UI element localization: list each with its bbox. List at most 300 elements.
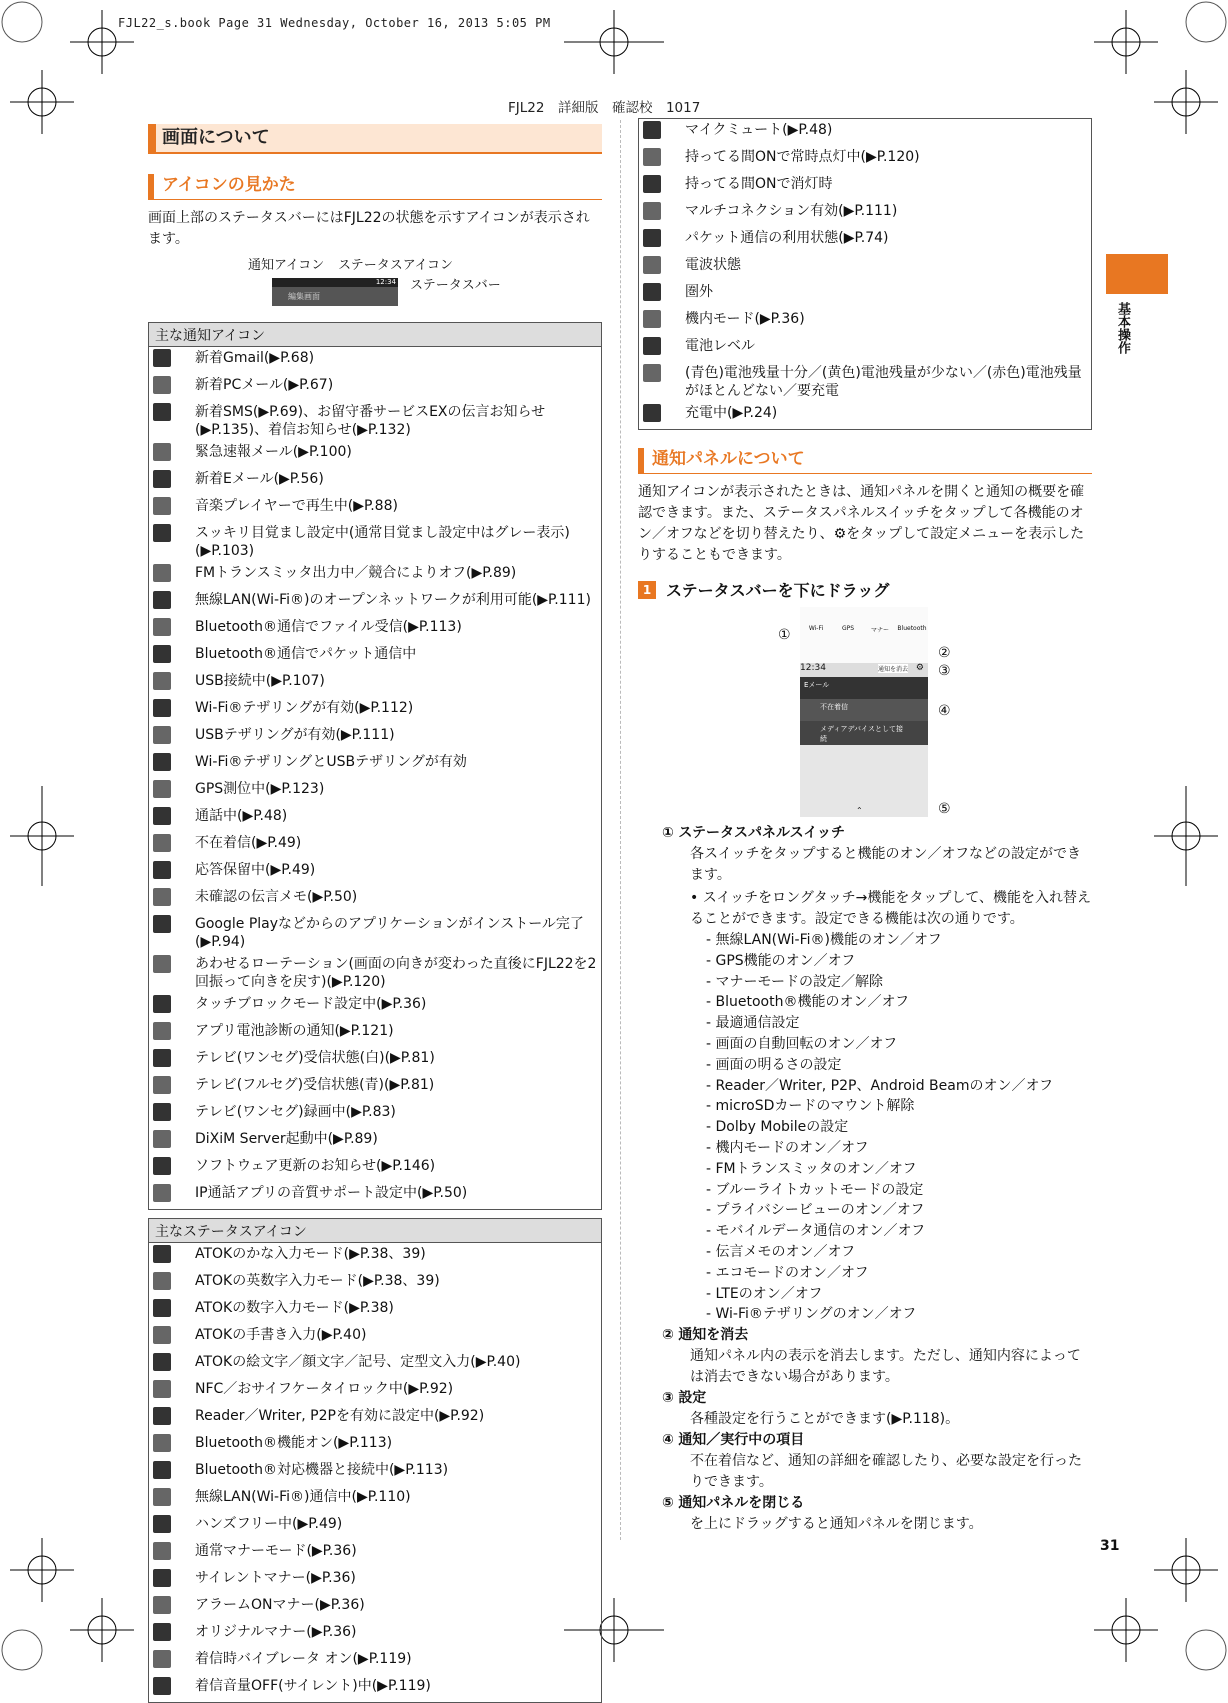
- notif-icon-row: [149, 643, 602, 670]
- row-text: 着信音量OFF(サイレント)中(▶P.119): [195, 1678, 431, 1694]
- status-glyph-icon: [643, 256, 661, 274]
- clear-button[interactable]: 通知を消去: [877, 666, 908, 673]
- item-num: ①: [662, 825, 674, 841]
- row-icon-cell: [149, 441, 192, 468]
- row-text: アラームONマナー(▶P.36): [195, 1597, 365, 1613]
- row-text: サイレントマナー(▶P.36): [195, 1570, 356, 1586]
- left-column: [148, 124, 602, 1703]
- status-icon-row: [149, 1486, 602, 1513]
- dash-item: - LTEのオン／オフ: [706, 1285, 823, 1302]
- right-icon-row: [639, 227, 1092, 254]
- status-glyph-icon: [643, 364, 661, 382]
- row-icon-cell: [149, 1567, 192, 1594]
- notif-icon-row: [149, 589, 602, 616]
- status-glyph-icon: [153, 1407, 171, 1425]
- section-title-icons: アイコンの見かた: [148, 174, 602, 200]
- status-glyph-icon: [153, 1380, 171, 1398]
- notif-icon-row: [149, 832, 602, 859]
- row-icon-cell: [149, 953, 192, 993]
- status-glyph-icon: [153, 753, 171, 771]
- statusbar-label: ステータスバー: [410, 278, 501, 293]
- row-icon-cell: [149, 1270, 192, 1297]
- status-glyph-icon: [153, 955, 171, 973]
- status-glyph-icon: [153, 780, 171, 798]
- row-text: 電波状態: [685, 257, 741, 273]
- row-text: 電池レベル: [685, 338, 755, 354]
- row-icon-cell: [639, 308, 682, 335]
- status-icon-row: [149, 1594, 602, 1621]
- list-item: [662, 1325, 1092, 1388]
- notif-icon-row: [149, 778, 602, 805]
- panel-screen: [800, 607, 928, 817]
- notif-icon-table: [148, 322, 602, 1210]
- row-text: マイクミュート(▶P.48): [685, 122, 833, 138]
- row-icon-cell: [639, 335, 682, 362]
- item-desc: を上にドラッグすると通知パネルを閉じます。: [690, 1516, 983, 1533]
- item-desc: 各スイッチをタップすると機能のオン／オフなどの設定ができます。: [690, 846, 1082, 883]
- notif-icon-row: [149, 468, 602, 495]
- row-icon-cell: [149, 670, 192, 697]
- status-glyph-icon: [153, 1623, 171, 1641]
- label-3: ③: [938, 663, 951, 679]
- row-icon-cell: [149, 616, 192, 643]
- row-icon-cell: [149, 832, 192, 859]
- row-text: 新着Gmail(▶P.68): [195, 350, 315, 366]
- status-glyph-icon: [153, 1184, 171, 1202]
- dash-item: - 画面の自動回転のオン／オフ: [706, 1035, 898, 1052]
- status-glyph-icon: [153, 564, 171, 582]
- status-glyph-icon: [643, 404, 661, 422]
- row-icon-cell: [149, 805, 192, 832]
- row-text: Bluetooth®通信でファイル受信(▶P.113): [195, 619, 462, 635]
- item-heading: ④ 通知／実行中の項目: [662, 1432, 805, 1449]
- row-text: オリジナルマナー(▶P.36): [195, 1624, 357, 1640]
- status-glyph-icon: [153, 497, 171, 515]
- row-text: FMトランスミッタ出力中／競合によりオフ(▶P.89): [195, 565, 517, 581]
- notif-email[interactable]: Eメール: [800, 677, 928, 699]
- status-glyph-icon: [643, 175, 661, 193]
- notif-icon-row: [149, 724, 602, 751]
- notif-icon-row: [149, 993, 602, 1020]
- right-icon-table: [638, 118, 1092, 430]
- right-icon-row: [639, 362, 1092, 402]
- status-glyph-icon: [153, 591, 171, 609]
- section-title-panel: 通知パネルについて: [638, 448, 1092, 474]
- row-text: Wi-Fi®テザリングとUSBテザリングが有効: [195, 754, 467, 770]
- doc-code: FJL22 詳細版 確認校 1017: [508, 100, 701, 116]
- status-glyph-icon: [153, 888, 171, 906]
- item-desc: 不在着信など、通知の詳細を確認したり、必要な設定を行ったりできます。: [690, 1453, 1082, 1491]
- row-icon-cell: [149, 1459, 192, 1486]
- row-icon-cell: [149, 1351, 192, 1378]
- row-text: 無線LAN(Wi-Fi®)通信中(▶P.110): [195, 1489, 411, 1505]
- row-icon-cell: [149, 495, 192, 522]
- status-glyph-icon: [643, 229, 661, 247]
- dash-list: [638, 930, 1092, 1325]
- step-1: [638, 578, 1092, 601]
- status-glyph-icon: [153, 1461, 171, 1479]
- status-glyph-icon: [643, 148, 661, 166]
- notif-icon-row: [149, 1155, 602, 1182]
- status-glyph-icon: [153, 376, 171, 394]
- dash-item: - Dolby Mobileの設定: [706, 1119, 849, 1136]
- row-text: テレビ(ワンセグ)受信状態(白)(▶P.81): [195, 1050, 435, 1066]
- notif-table-header: 主な通知アイコン: [149, 323, 602, 347]
- status-icon-row: [149, 1648, 602, 1675]
- right-column: [638, 118, 1092, 1535]
- row-icon-cell: [149, 751, 192, 778]
- label-2: ②: [938, 645, 951, 661]
- row-text: ATOKの英数字入力モード(▶P.38、39): [195, 1273, 440, 1289]
- dash-item: - プライバシービューのオン／オフ: [706, 1202, 925, 1219]
- row-icon-cell: [149, 697, 192, 724]
- status-glyph-icon: [153, 618, 171, 636]
- notif-icon-row: [149, 495, 602, 522]
- row-text: 機内モード(▶P.36): [685, 311, 805, 327]
- panel-figure: [638, 607, 1092, 823]
- close-handle-icon[interactable]: ⌃: [856, 806, 863, 815]
- row-text: 通常マナーモード(▶P.36): [195, 1543, 357, 1559]
- switch-gps[interactable]: GPS: [841, 625, 855, 632]
- row-text: Bluetooth®通信でパケット通信中: [195, 646, 417, 662]
- row-text: マルチコネクション有効(▶P.111): [685, 203, 898, 219]
- row-icon-cell: [639, 362, 682, 402]
- row-icon-cell: [149, 1155, 192, 1182]
- status-icon-row: [149, 1432, 602, 1459]
- right-icon-row: [639, 119, 1092, 147]
- row-icon-cell: [149, 1378, 192, 1405]
- row-text: 緊急速報メール(▶P.100): [195, 444, 352, 460]
- row-text: DiXiM Server起動中(▶P.89): [195, 1131, 378, 1147]
- row-text: 圏外: [685, 284, 713, 300]
- right-icon-row: [639, 402, 1092, 430]
- right-icon-row: [639, 254, 1092, 281]
- status-glyph-icon: [153, 645, 171, 663]
- item-title: ステータスパネルスイッチ: [678, 825, 846, 841]
- right-icon-row: [639, 146, 1092, 173]
- row-icon-cell: [149, 1594, 192, 1621]
- row-icon-cell: [149, 643, 192, 670]
- row-text: ハンズフリー中(▶P.49): [195, 1516, 343, 1532]
- row-text: 新着Eメール(▶P.56): [195, 471, 324, 487]
- row-text: IP通話アプリの音質サポート設定中(▶P.50): [195, 1185, 468, 1201]
- dash-item: - GPS機能のオン／オフ: [706, 952, 856, 969]
- row-icon-cell: [149, 1020, 192, 1047]
- row-icon-cell: [639, 402, 682, 430]
- item-bullet: • スイッチをロングタッチ→機能をタップして、機能を入れ替えることができます。設定できる機能は次の通りです。: [690, 890, 1092, 927]
- statusbar-figure: [148, 252, 602, 310]
- status-glyph-icon: [153, 1515, 171, 1533]
- status-icon-row: [149, 1675, 602, 1703]
- label-5: ⑤: [938, 801, 951, 817]
- row-icon-cell: [149, 993, 192, 1020]
- row-text: ATOKの手書き入力(▶P.40): [195, 1327, 367, 1343]
- row-text: USB接続中(▶P.107): [195, 673, 325, 689]
- dash-item: - ブルーライトカットモードの設定: [706, 1181, 924, 1198]
- row-text: 未確認の伝言メモ(▶P.50): [195, 889, 358, 905]
- notif-icon-row: [149, 1074, 602, 1101]
- status-icon-label: ステータスアイコン: [338, 258, 454, 273]
- status-glyph-icon: [153, 443, 171, 461]
- row-text: GPS測位中(▶P.123): [195, 781, 325, 797]
- row-text: ソフトウェア更新のお知らせ(▶P.146): [195, 1158, 436, 1174]
- notif-icon-row: [149, 1182, 602, 1210]
- list-item: [662, 1493, 1092, 1535]
- notif-missed[interactable]: 不在着信: [800, 699, 928, 721]
- status-icon-row: [149, 1297, 602, 1324]
- dash-item: - 画面の明るさの設定: [706, 1056, 842, 1073]
- notif-icon-row: [149, 805, 602, 832]
- status-icon-table: [148, 1218, 602, 1703]
- notif-icon-row: [149, 751, 602, 778]
- item-1: [638, 823, 1092, 930]
- status-icon-row: [149, 1243, 602, 1271]
- status-glyph-icon: [153, 1677, 171, 1695]
- row-icon-cell: [149, 347, 192, 375]
- dash-item: - microSDカードのマウント解除: [706, 1098, 915, 1115]
- status-glyph-icon: [153, 1569, 171, 1587]
- row-icon-cell: [149, 859, 192, 886]
- items-list: [638, 1325, 1092, 1535]
- row-text: 着信時バイブレータ オン(▶P.119): [195, 1651, 412, 1667]
- row-icon-cell: [639, 227, 682, 254]
- dash-item: - マナーモードの設定／解除: [706, 973, 883, 990]
- dash-item: - Bluetooth®機能のオン／オフ: [706, 994, 910, 1011]
- status-glyph-icon: [153, 1596, 171, 1614]
- right-icon-row: [639, 308, 1092, 335]
- row-icon-cell: [639, 281, 682, 308]
- notif-icon-row: [149, 441, 602, 468]
- notif-icon-row: [149, 522, 602, 562]
- notif-icon-row: [149, 1047, 602, 1074]
- row-icon-cell: [639, 200, 682, 227]
- row-icon-cell: [149, 401, 192, 441]
- row-text: (青色)電池残量十分／(黄色)電池残量が少ない／(赤色)電池残量がほとんどない／要充電: [685, 365, 1082, 399]
- status-glyph-icon: [153, 470, 171, 488]
- dash-item: - 伝言メモのオン／オフ: [706, 1243, 856, 1260]
- panel-time: 12:34: [800, 663, 826, 673]
- row-text: 応答保留中(▶P.49): [195, 862, 316, 878]
- row-icon-cell: [149, 1513, 192, 1540]
- intro-text: 画面上部のステータスバーにはFJL22の状態を示すアイコンが表示されます。: [148, 210, 590, 247]
- status-glyph-icon: [153, 349, 171, 367]
- switch-manner[interactable]: マナー: [870, 627, 889, 634]
- row-icon-cell: [149, 468, 192, 495]
- status-glyph-icon: [153, 1299, 171, 1317]
- list-item: [662, 1430, 1092, 1493]
- right-icon-row: [639, 200, 1092, 227]
- row-text: Google Playなどからのアプリケーションがインストール完了(▶P.94): [195, 916, 584, 950]
- row-icon-cell: [639, 119, 682, 147]
- status-glyph-icon: [153, 1434, 171, 1452]
- row-text: 不在着信(▶P.49): [195, 835, 302, 851]
- status-glyph-icon: [153, 1353, 171, 1371]
- row-icon-cell: [149, 1182, 192, 1210]
- status-glyph-icon: [153, 1650, 171, 1668]
- statusbar-screen: [272, 278, 398, 306]
- status-glyph-icon: [153, 995, 171, 1013]
- status-icon-row: [149, 1621, 602, 1648]
- switch-wifi[interactable]: Wi-Fi: [808, 625, 824, 632]
- row-icon-cell: [149, 1540, 192, 1567]
- side-tab-label: 基本操作: [1115, 302, 1130, 354]
- dash-item: - FMトランスミッタのオン／オフ: [706, 1160, 917, 1177]
- row-text: スッキリ目覚まし設定中(通常目覚まし設定中はグレー表示)(▶P.103): [195, 525, 570, 559]
- row-text: テレビ(フルセグ)受信状態(青)(▶P.81): [195, 1077, 435, 1093]
- row-text: 新着PCメール(▶P.67): [195, 377, 334, 393]
- step-number: 1: [638, 581, 656, 599]
- notif-icon-row: [149, 670, 602, 697]
- item-heading: ⑤ 通知パネルを閉じる: [662, 1495, 805, 1512]
- row-text: あわせるローテーション(画面の向きが変わった直後にFJL22を2回振って向きを戻す)(▶P.120): [195, 956, 597, 990]
- status-icon-row: [149, 1513, 602, 1540]
- notif-media[interactable]: メディアデバイスとして接続: [800, 721, 928, 745]
- notif-icon-row: [149, 886, 602, 913]
- status-glyph-icon: [153, 1245, 171, 1263]
- row-icon-cell: [149, 913, 192, 953]
- status-glyph-icon: [153, 807, 171, 825]
- row-text: ATOKの数字入力モード(▶P.38): [195, 1300, 394, 1316]
- status-glyph-icon: [153, 524, 171, 542]
- status-glyph-icon: [153, 672, 171, 690]
- row-icon-cell: [149, 1297, 192, 1324]
- status-glyph-icon: [153, 1022, 171, 1040]
- notif-icon-row: [149, 1101, 602, 1128]
- status-glyph-icon: [643, 310, 661, 328]
- right-icon-row: [639, 173, 1092, 200]
- notif-icon-row: [149, 697, 602, 724]
- row-text: アプリ電池診断の通知(▶P.121): [195, 1023, 394, 1039]
- screen-text: 編集画面: [288, 292, 320, 301]
- row-icon-cell: [639, 254, 682, 281]
- status-glyph-icon: [153, 1130, 171, 1148]
- status-glyph-icon: [153, 1103, 171, 1121]
- row-text: 音楽プレイヤーで再生中(▶P.88): [195, 498, 398, 514]
- row-icon-cell: [149, 778, 192, 805]
- status-glyph-icon: [153, 699, 171, 717]
- notif-icon-row: [149, 616, 602, 643]
- status-glyph-icon: [153, 1049, 171, 1067]
- status-glyph-icon: [643, 121, 661, 139]
- row-icon-cell: [149, 1324, 192, 1351]
- row-text: USBテザリングが有効(▶P.111): [195, 727, 395, 743]
- status-icon-row: [149, 1351, 602, 1378]
- notif-icon-row: [149, 401, 602, 441]
- notif-icon-row: [149, 953, 602, 993]
- label-1: ①: [778, 627, 791, 643]
- notif-icon-row: [149, 913, 602, 953]
- notif-icon-row: [149, 1020, 602, 1047]
- dash-item: - Wi-Fi®テザリングのオン／オフ: [706, 1306, 917, 1323]
- row-text: 持ってる間ONで常時点灯中(▶P.120): [685, 149, 920, 165]
- row-icon-cell: [149, 1047, 192, 1074]
- notif-icon-row: [149, 347, 602, 375]
- status-icon-row: [149, 1270, 602, 1297]
- list-item: [662, 1388, 1092, 1430]
- status-glyph-icon: [153, 1157, 171, 1175]
- status-glyph-icon: [153, 726, 171, 744]
- settings-icon[interactable]: ⚙: [915, 663, 924, 673]
- panel-intro: 通知アイコンが表示されたときは、通知パネルを開くと通知の概要を確認できます。また、ステータスパネルスイッチをタップして各機能のオン／オフなどを切り替えたり、⚙をタップして設定メニューを表示したりすることもできます。: [638, 484, 1085, 563]
- row-text: Wi-Fi®テザリングが有効(▶P.112): [195, 700, 414, 716]
- print-header: FJL22_s.book Page 31 Wednesday, October 16, 2013 5:05 PM: [118, 16, 551, 30]
- dash-item: - Reader／Writer, P2P、Android Beamのオン／オフ: [706, 1077, 1054, 1094]
- step-text: ステータスバーを下にドラッグ: [666, 581, 890, 600]
- item-heading: ③ 設定: [662, 1390, 707, 1407]
- item-desc: 各種設定を行うことができます(▶P.118)。: [690, 1411, 960, 1428]
- page-number: 31: [1100, 1538, 1120, 1554]
- status-table-header: 主なステータスアイコン: [149, 1219, 602, 1243]
- right-icon-row: [639, 281, 1092, 308]
- page-title: 画面について: [148, 124, 602, 154]
- item-heading: ② 通知を消去: [662, 1327, 749, 1344]
- status-glyph-icon: [153, 861, 171, 879]
- row-icon-cell: [149, 562, 192, 589]
- row-text: テレビ(ワンセグ)録画中(▶P.83): [195, 1104, 396, 1120]
- row-icon-cell: [149, 1101, 192, 1128]
- row-text: ATOKのかな入力モード(▶P.38、39): [195, 1246, 426, 1262]
- row-text: 新着SMS(▶P.69)、お留守番サービスEXの伝言お知らせ(▶P.135)、着信お知らせ(▶P.132): [195, 404, 546, 438]
- status-glyph-icon: [643, 202, 661, 220]
- row-icon-cell: [149, 589, 192, 616]
- row-icon-cell: [149, 1621, 192, 1648]
- row-icon-cell: [149, 886, 192, 913]
- dash-item: - 無線LAN(Wi-Fi®)機能のオン／オフ: [706, 932, 942, 948]
- notif-icon-row: [149, 374, 602, 401]
- row-icon-cell: [149, 724, 192, 751]
- row-icon-cell: [639, 173, 682, 200]
- status-glyph-icon: [153, 403, 171, 421]
- row-icon-cell: [149, 374, 192, 401]
- status-glyph-icon: [153, 1272, 171, 1290]
- row-text: ATOKの絵文字／顔文字／記号、定型文入力(▶P.40): [195, 1354, 521, 1370]
- notif-icon-row: [149, 562, 602, 589]
- status-icon-row: [149, 1540, 602, 1567]
- notif-icon-row: [149, 1128, 602, 1155]
- screen-time: 12:34: [375, 278, 396, 286]
- status-glyph-icon: [153, 915, 171, 933]
- dash-item: - モバイルデータ通信のオン／オフ: [706, 1223, 926, 1240]
- item-desc: 通知パネル内の表示を消去します。ただし、通知内容によっては消去できない場合があります。: [690, 1348, 1081, 1386]
- status-glyph-icon: [153, 1488, 171, 1506]
- dash-item: - 最適通信設定: [706, 1015, 800, 1032]
- notif-icon-label: 通知アイコン: [248, 258, 325, 273]
- row-icon-cell: [149, 1648, 192, 1675]
- label-4: ④: [938, 703, 951, 719]
- side-tab: [1106, 254, 1168, 294]
- row-text: Bluetooth®対応機器と接続中(▶P.113): [195, 1462, 449, 1478]
- row-icon-cell: [149, 1486, 192, 1513]
- column-divider: [620, 120, 621, 1540]
- status-icon-row: [149, 1459, 602, 1486]
- status-icon-row: [149, 1405, 602, 1432]
- row-text: パケット通信の利用状態(▶P.74): [685, 230, 889, 246]
- switch-bluetooth[interactable]: Bluetooth: [897, 625, 927, 632]
- row-icon-cell: [149, 1405, 192, 1432]
- row-text: 通話中(▶P.48): [195, 808, 288, 824]
- status-icon-row: [149, 1567, 602, 1594]
- row-text: Reader／Writer, P2Pを有効に設定中(▶P.92): [195, 1408, 485, 1424]
- status-icon-row: [149, 1378, 602, 1405]
- row-text: タッチブロックモード設定中(▶P.36): [195, 996, 427, 1012]
- row-text: 充電中(▶P.24): [685, 405, 778, 421]
- status-glyph-icon: [153, 1076, 171, 1094]
- row-icon-cell: [149, 1128, 192, 1155]
- row-icon-cell: [149, 522, 192, 562]
- row-text: 無線LAN(Wi-Fi®)のオープンネットワークが利用可能(▶P.111): [195, 592, 591, 608]
- row-icon-cell: [639, 146, 682, 173]
- notif-icon-row: [149, 859, 602, 886]
